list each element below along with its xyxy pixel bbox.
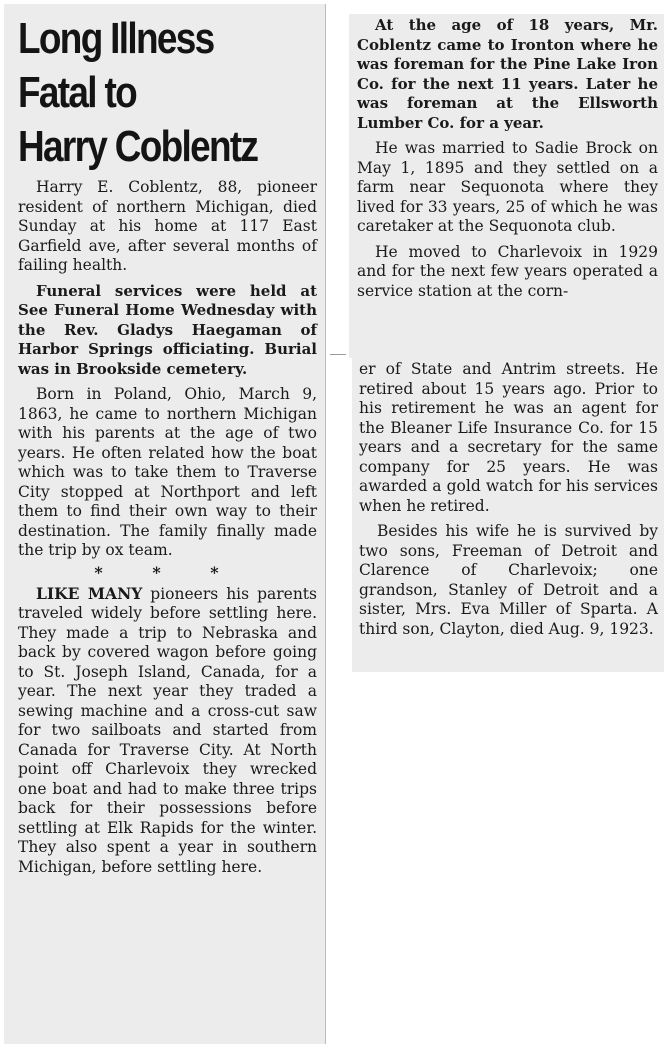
paragraph-marriage: He was married to Sadie Brock on May 1, 1895 and they settled on a farm near Sequonota where they lived for 33 years, 25 of which he was caretaker at the Sequonota club. [357,139,658,235]
headline-line-1: Long Illness [18,14,214,63]
paragraph-charlevoix-move: He moved to Charlevoix in 1929 and for the next few years operated a service station at the corn- [357,242,658,300]
article-column-left [4,4,326,1044]
paragraph-obituary-intro: Harry E. Coblentz, 88, pioneer resident of northern Michigan, died Sunday at his home at 117 East Garfield ave, after several months of failing health. [18,178,317,274]
paragraph-lead-in: LIKE MANY [36,583,143,603]
headline-line-2: Fatal to [18,68,136,117]
paragraph-retirement: er of State and Antrim streets. He retired about 15 years ago. Prior to his retirement he was an agent for the Bleaner Life Insurance Co. for 15 years and a secretary for the same company for 25 years. He was awarded a gold watch for his services when he retired. [359,360,658,515]
paragraph-survivors: Besides his wife he is survived by two sons, Freeman of Detroit and Clarence of Charlevoix; one grandson, Stanley of Detroit and a sister, Mrs. Eva Miller of Sparta. A third son, Clayton, died Aug. 9, 1923. [359,522,658,638]
paragraph-ironton-career: At the age of 18 years, Mr. Coblentz came to Ironton where he was foreman for the Pine Lake Iron Co. for the next 11 years. Later he was foreman at the Ellsworth Lumber Co. for a year. [357,16,658,132]
article-column-right-top [349,14,664,358]
headline-line-3: Harry Coblentz [18,122,258,171]
article-column-right-bottom [352,358,664,672]
paragraph-pioneer-travels [18,584,317,878]
paragraph-pioneer-travels-body: pioneers his parents traveled widely before settling here. They made a trip to Nebraska and back by covered wagon before going to St. Joseph Island, Canada, for a year. The next year they traded a sewing machine and a cross-cut saw for two sailboats and started from Canada for Traverse City. At North point off Charlevoix they wrecked one boat and had to make three trips back for their possessions before settling at Elk Rapids for the winter. They also spent a year in southern Michigan, before settling here. [18,584,317,876]
paragraph-funeral-services: Funeral services were held at See Funeral Home Wednesday with the Rev. Gladys Haegaman of Harbor Springs officiating. Burial was in Brookside cemetery. [18,281,317,378]
paragraph-birth-history: Born in Poland, Ohio, March 9, 1863, he came to northern Michigan with his parents at the age of two years. He often related how the boat which was to take them to Traverse City stopped at Northport and left them to find their own way to their destination. The family finally made the trip by ox team. [18,385,317,559]
clipping-divider [330,354,346,355]
headline [18,12,320,174]
section-divider-stars: * * * [94,562,241,582]
